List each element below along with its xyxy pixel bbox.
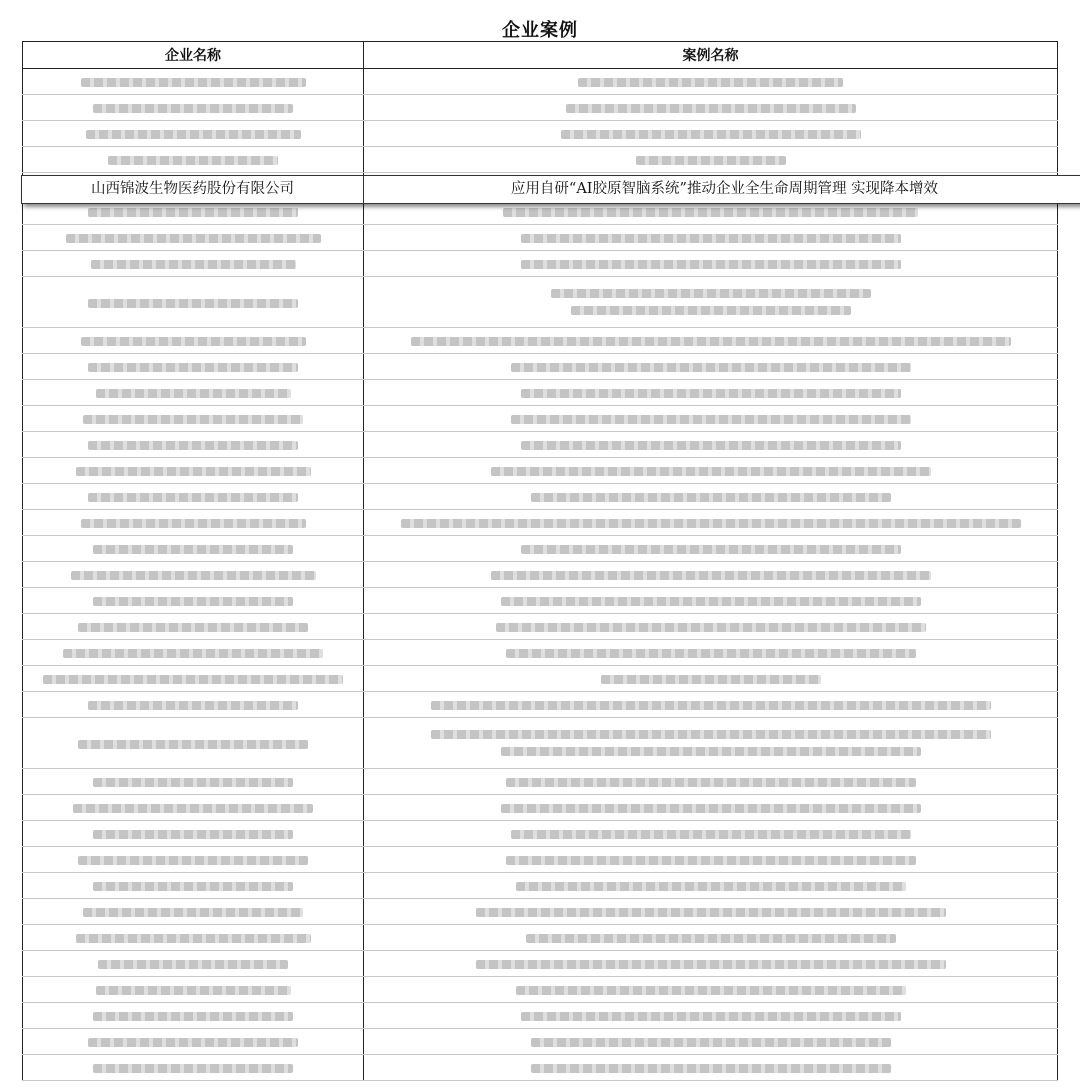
company-cell [23, 847, 364, 873]
blurred-text [506, 778, 916, 787]
highlighted-case: 应用自研“AI胶原智脑系统”推动企业全生命周期管理 实现降本增效 [510, 181, 939, 197]
case-cell [364, 484, 1058, 510]
blurred-text [496, 623, 926, 632]
case-cell [364, 328, 1058, 354]
blurred-text [93, 545, 293, 554]
case-cell [364, 1029, 1058, 1055]
case-cell [364, 769, 1058, 795]
case-cell [364, 458, 1058, 484]
company-cell [23, 951, 364, 977]
company-cell [23, 147, 364, 173]
case-cell [364, 1003, 1058, 1029]
company-cell [23, 666, 364, 692]
company-cell [23, 328, 364, 354]
blurred-text [526, 934, 896, 943]
table-row [23, 718, 1058, 769]
company-cell [23, 510, 364, 536]
blurred-text [551, 289, 871, 298]
blurred-text [81, 337, 306, 346]
blurred-text [73, 804, 313, 813]
case-cell [364, 562, 1058, 588]
blurred-text [476, 908, 946, 917]
company-cell [23, 821, 364, 847]
table-row [23, 121, 1058, 147]
case-cell [364, 873, 1058, 899]
blurred-text [516, 986, 906, 995]
case-cell [364, 95, 1058, 121]
company-cell [23, 873, 364, 899]
company-cell [23, 458, 364, 484]
blurred-text [511, 363, 911, 372]
blurred-text [76, 934, 311, 943]
blurred-text [401, 519, 1021, 528]
blurred-text [93, 1012, 293, 1021]
table-row [23, 666, 1058, 692]
case-cell [364, 718, 1058, 769]
case-cell [364, 614, 1058, 640]
blurred-text [88, 493, 298, 502]
blurred-text [91, 260, 296, 269]
blurred-text [98, 960, 288, 969]
blurred-text [506, 856, 916, 865]
company-cell [23, 899, 364, 925]
case-cell [364, 432, 1058, 458]
table-row [23, 328, 1058, 354]
blurred-text [501, 747, 921, 756]
table-row [23, 821, 1058, 847]
company-cell [23, 977, 364, 1003]
company-cell [23, 95, 364, 121]
company-cell [23, 795, 364, 821]
blurred-text [501, 597, 921, 606]
page-title: 企业案例 [502, 20, 578, 41]
company-cell [23, 588, 364, 614]
case-cell [364, 692, 1058, 718]
blurred-text [521, 234, 901, 243]
table-row [23, 277, 1058, 328]
blurred-text [521, 389, 901, 398]
table-row [23, 406, 1058, 432]
table-row [23, 951, 1058, 977]
blurred-text [511, 415, 911, 424]
company-cell [23, 640, 364, 666]
company-cell [23, 121, 364, 147]
blurred-text [93, 597, 293, 606]
table-row [23, 640, 1058, 666]
blurred-text [88, 208, 298, 217]
company-cell [23, 354, 364, 380]
table-row [23, 432, 1058, 458]
blurred-text [66, 234, 321, 243]
blurred-text [88, 1038, 298, 1047]
blurred-text [516, 882, 906, 891]
company-cell [23, 69, 364, 95]
case-cell [364, 977, 1058, 1003]
company-cell [23, 484, 364, 510]
blurred-text [78, 740, 308, 749]
blurred-text [86, 130, 301, 139]
case-cell [364, 251, 1058, 277]
case-cell [364, 354, 1058, 380]
case-cell [364, 277, 1058, 328]
company-cell [23, 225, 364, 251]
blurred-text [476, 960, 946, 969]
blurred-text [431, 701, 991, 710]
table-row [23, 510, 1058, 536]
case-cell [364, 510, 1058, 536]
company-cell [23, 380, 364, 406]
table-row [23, 1003, 1058, 1029]
blurred-text [561, 130, 861, 139]
blurred-text [578, 78, 843, 87]
blurred-text [88, 299, 298, 308]
table-row [23, 95, 1058, 121]
company-cell [23, 769, 364, 795]
case-cell [364, 925, 1058, 951]
case-cell [364, 847, 1058, 873]
blurred-text [93, 104, 293, 113]
company-cell [23, 432, 364, 458]
highlighted-company: 山西锦波生物医药股份有限公司 [22, 176, 364, 203]
blurred-text [88, 701, 298, 710]
case-cell [364, 121, 1058, 147]
case-cell [364, 380, 1058, 406]
company-cell [23, 925, 364, 951]
case-cell [364, 951, 1058, 977]
table-row [23, 795, 1058, 821]
case-cell [364, 795, 1058, 821]
blurred-text [571, 306, 851, 315]
blurred-text [501, 804, 921, 813]
blurred-text [93, 1064, 293, 1073]
case-cell [364, 666, 1058, 692]
company-cell [23, 406, 364, 432]
blurred-text [491, 571, 931, 580]
case-cell [364, 899, 1058, 925]
blurred-text [411, 337, 1011, 346]
company-cell [23, 536, 364, 562]
case-cell [364, 69, 1058, 95]
highlighted-row [21, 175, 1080, 204]
table-row [23, 873, 1058, 899]
case-cell [364, 821, 1058, 847]
company-cell [23, 1029, 364, 1055]
blurred-text [63, 649, 323, 658]
blurred-text [81, 78, 306, 87]
table-row [23, 251, 1058, 277]
blurred-text [503, 208, 918, 217]
table-row [23, 380, 1058, 406]
blurred-text [76, 467, 311, 476]
blurred-text [521, 260, 901, 269]
blurred-text [431, 730, 991, 739]
company-cell [23, 718, 364, 769]
blurred-text [43, 675, 343, 684]
blurred-text [531, 1038, 891, 1047]
blurred-text [636, 156, 786, 165]
table-row [23, 69, 1058, 95]
company-cell [23, 692, 364, 718]
blurred-text [93, 778, 293, 787]
case-cell [364, 640, 1058, 666]
company-cell [23, 277, 364, 328]
table-row [23, 536, 1058, 562]
blurred-text [83, 908, 303, 917]
blurred-text [96, 389, 291, 398]
blurred-text [521, 441, 901, 450]
company-cell [23, 614, 364, 640]
blurred-text [71, 571, 316, 580]
blurred-text [88, 363, 298, 372]
table-row [23, 925, 1058, 951]
header-company: 企业名称 [23, 42, 364, 69]
table-row [23, 769, 1058, 795]
table-row [23, 847, 1058, 873]
company-cell [23, 562, 364, 588]
table-row [23, 1029, 1058, 1055]
blurred-text [521, 1012, 901, 1021]
blurred-text [511, 830, 911, 839]
case-cell [364, 406, 1058, 432]
table-row [23, 977, 1058, 1003]
company-cell [23, 1003, 364, 1029]
table-row [23, 588, 1058, 614]
blurred-text [566, 104, 856, 113]
blurred-text [96, 986, 291, 995]
company-cell [23, 1055, 364, 1081]
blurred-text [78, 856, 308, 865]
blurred-text [83, 415, 303, 424]
case-cell [364, 147, 1058, 173]
blurred-text [506, 649, 916, 658]
blurred-text [93, 830, 293, 839]
table-row [23, 484, 1058, 510]
blurred-text [491, 467, 931, 476]
table-row [23, 147, 1058, 173]
blurred-text [531, 493, 891, 502]
case-cell [364, 225, 1058, 251]
company-cell [23, 251, 364, 277]
table-row [23, 458, 1058, 484]
blurred-text [531, 1064, 891, 1073]
blurred-text [93, 882, 293, 891]
table-row [23, 614, 1058, 640]
table-row [23, 225, 1058, 251]
table-row [23, 899, 1058, 925]
case-cell [364, 1055, 1058, 1081]
blurred-text [601, 675, 821, 684]
header-case: 案例名称 [364, 42, 1058, 69]
case-cell [364, 588, 1058, 614]
blurred-text [108, 156, 278, 165]
table-row [23, 562, 1058, 588]
table-row [23, 1055, 1058, 1081]
case-cell [364, 536, 1058, 562]
table-row [23, 354, 1058, 380]
blurred-text [78, 623, 308, 632]
table-row [23, 692, 1058, 718]
blurred-text [81, 519, 306, 528]
blurred-text [521, 545, 901, 554]
blurred-text [88, 441, 298, 450]
